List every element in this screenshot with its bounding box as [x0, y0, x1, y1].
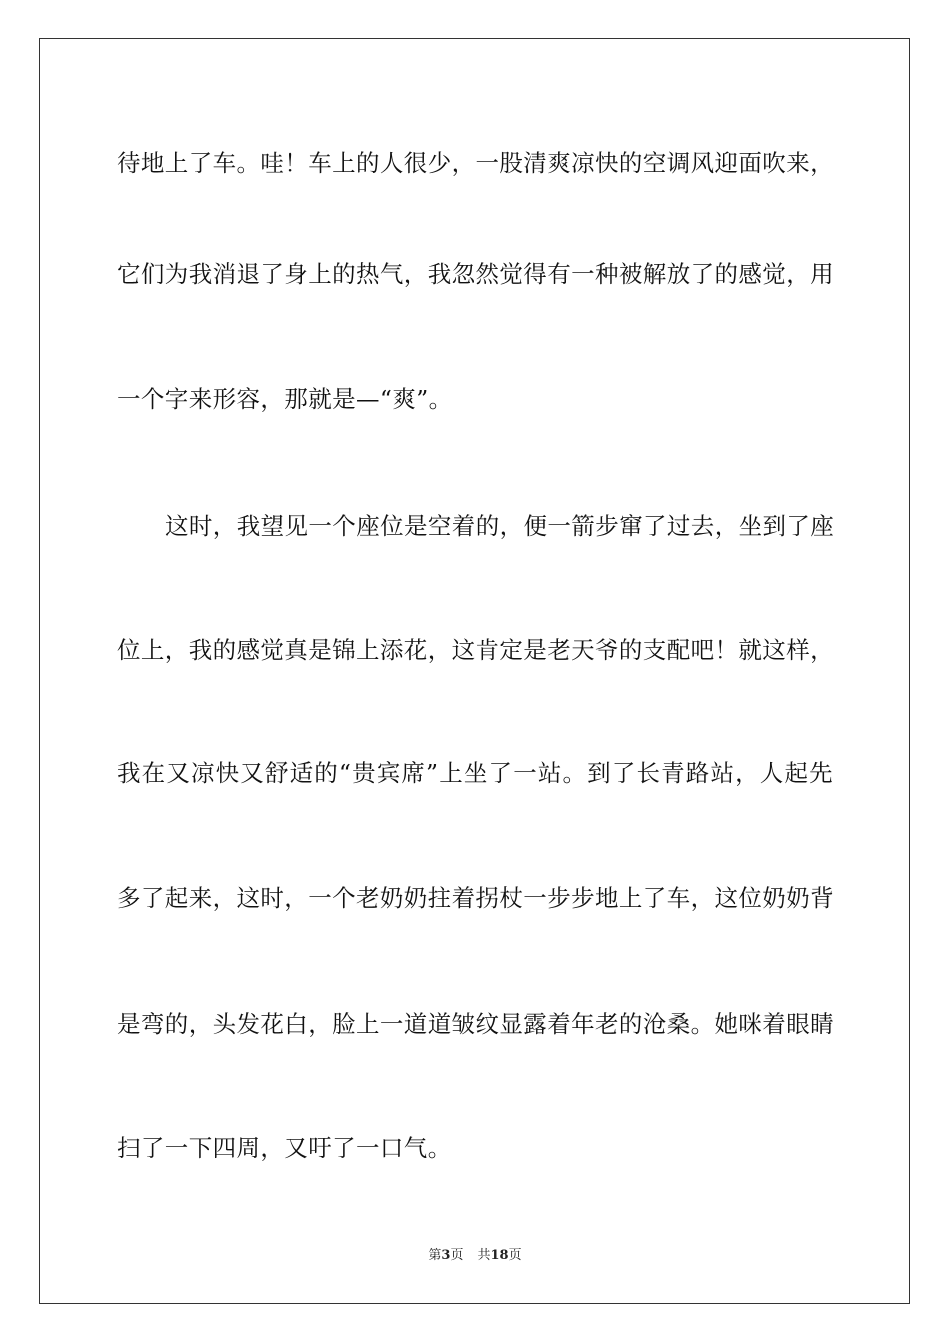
body-line-3: 一个字来形容，那就是—“爽”。	[117, 385, 453, 413]
page-border	[39, 38, 910, 1304]
body-line-1: 待地上了车。哇！车上的人很少，一股清爽凉快的空调风迎面吹来，	[117, 149, 834, 177]
body-line-8: 是弯的，头发花白，脸上一道道皱纹显露着年老的沧桑。她咪着眼睛	[117, 1010, 834, 1038]
page-footer	[0, 1247, 950, 1265]
page-total: 共18页	[477, 1248, 522, 1263]
body-line-5: 位上，我的感觉真是锦上添花，这肯定是老天爷的支配吧！就这样，	[117, 636, 834, 664]
body-line-7: 多了起来，这时，一个老奶奶拄着拐杖一步步地上了车，这位奶奶背	[117, 884, 834, 912]
page-number: 第3页	[428, 1248, 464, 1263]
body-line-4: 这时，我望见一个座位是空着的，便一箭步窜了过去，坐到了座	[165, 512, 835, 540]
body-line-6: 我在又凉快又舒适的“贵宾席”上坐了一站。到了长青路站，人起先	[117, 759, 833, 787]
body-line-9: 扫了一下四周，又吁了一口气。	[117, 1134, 452, 1162]
body-line-2: 它们为我消退了身上的热气，我忽然觉得有一种被解放了的感觉，用	[117, 260, 834, 288]
